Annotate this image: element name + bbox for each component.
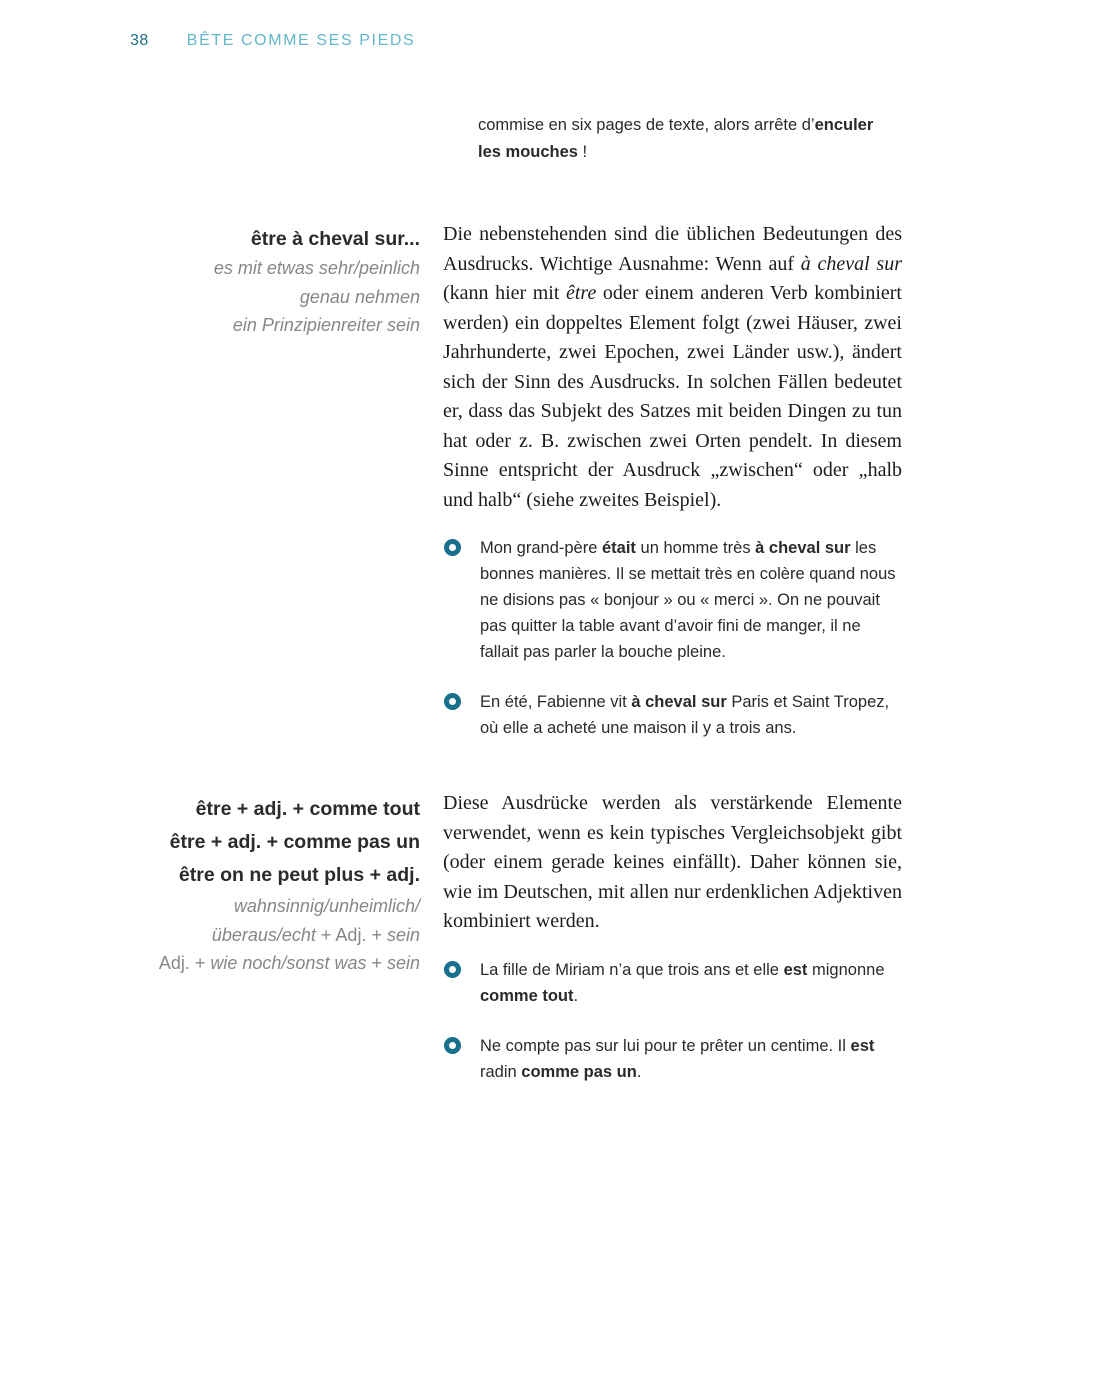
gloss-line: Adj. + wie noch/sonst was + sein	[158, 953, 420, 973]
entry-body	[443, 793, 902, 1085]
examples-list	[443, 957, 902, 1085]
entry-a-cheval-sur	[130, 224, 902, 741]
page-number: 38	[130, 32, 149, 49]
gloss-line: ein Prinzipienreiter sein	[232, 315, 420, 335]
gloss-line: es mit etwas sehr/peinlich	[213, 258, 420, 278]
examples-list	[443, 535, 902, 741]
bullet-ring-icon	[444, 693, 461, 710]
example-item	[443, 957, 902, 1009]
entry-body	[443, 224, 902, 741]
keyword-line: être + adj. + comme tout	[195, 798, 420, 820]
bullet-ring-icon	[444, 961, 461, 978]
explanation-paragraph: Diese Ausdrücke werden als verstärkende Elemente verwendet, wenn es kein typisches Vergleichsobjekt gibt (oder einem gerade keines einfällt). Daher können sie, wie im Deutschen, mit allen nur erdenklichen Adjektiven kombiniert werden.	[443, 792, 902, 932]
explanation-paragraph: Die nebenstehenden sind die üblichen Bedeutungen des Ausdrucks. Wichtige Ausnahme: Wenn auf à cheval sur (kann hier mit être oder einem anderen Verb kombiniert werden) ein doppeltes Element folgt (zwei Häuser, zwei Jahrhunderte, zwei Epochen, zwei Länder usw.), ändert sich der Sinn des Ausdrucks. In solchen Fällen bedeutet er, dass das Subjekt des Satzes mit beiden Dingen zu tun hat oder z. B. zwischen zwei Orten pendelt. In diesem Sinne entspricht der Ausdruck „zwischen“ oder „halb und halb“ (siehe zweites Beispiel).	[443, 223, 902, 511]
keyword-column	[130, 793, 420, 978]
gloss-line: überaus/echt + Adj. + sein	[211, 924, 420, 945]
intro-paragraph: commise en six pages de texte, alors arrête d’enculer les mouches !	[478, 116, 874, 161]
entry-comme-tout	[130, 793, 902, 1085]
example-text: Mon grand-père était un homme très à cheval sur les bonnes manières. Il se mettait très en colère quand nous ne disions pas « bonjour » ou « merci ». On ne pouvait pas quitter la table avant d’avoir fini de manger, il ne fallait pas parler la bouche pleine.	[480, 539, 896, 661]
keyword-line: être à cheval sur...	[250, 228, 420, 250]
page-content	[130, 112, 902, 1085]
keyword-line: être + adj. + comme pas un	[169, 831, 420, 853]
example-text: La fille de Miriam n’a que trois ans et elle est mignonne comme tout.	[480, 960, 885, 1005]
gloss-line: wahnsinnig/unheimlich/	[233, 896, 420, 916]
gloss-line: genau nehmen	[299, 286, 420, 307]
example-item	[443, 1033, 902, 1085]
keyword-column	[130, 224, 420, 340]
running-title: BÊTE COMME SES PIEDS	[186, 32, 416, 49]
keyword-line: être on ne peut plus + adj.	[178, 864, 420, 886]
example-text: En été, Fabienne vit à cheval sur Paris et Saint Tropez, où elle a acheté une maison il y a trois ans.	[480, 693, 890, 737]
example-item	[443, 535, 902, 665]
bullet-ring-icon	[444, 539, 461, 556]
example-text: Ne compte pas sur lui pour te prêter un centime. Il est radin comme pas un.	[480, 1036, 875, 1081]
example-item	[443, 689, 902, 741]
bullet-ring-icon	[444, 1037, 461, 1054]
page-header	[130, 32, 415, 50]
